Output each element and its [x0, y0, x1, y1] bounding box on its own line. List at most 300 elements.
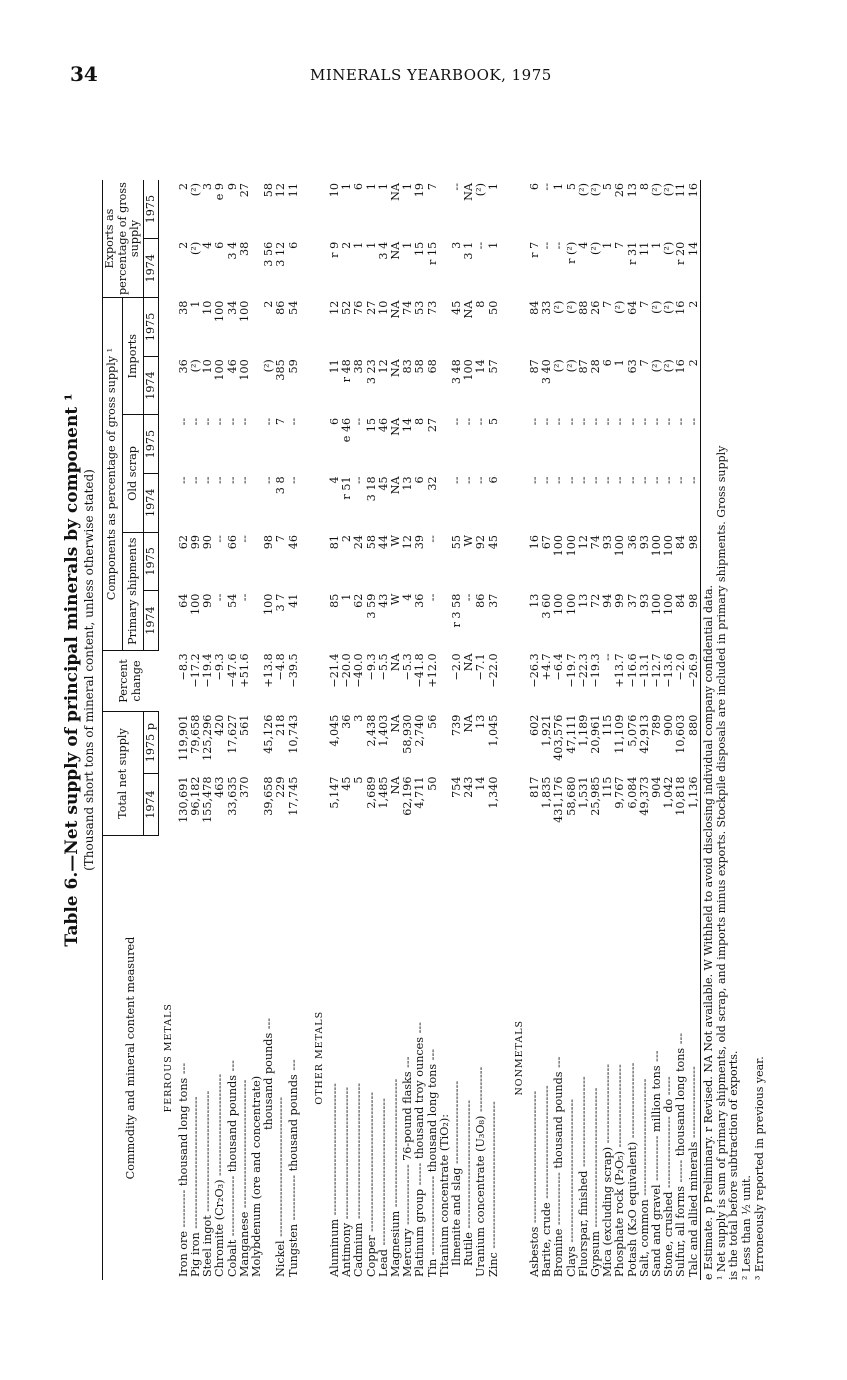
commodity-cell: Mercury ---------------- 76-pound flasks ---	[401, 1056, 415, 1277]
value-cell: 63	[625, 359, 639, 374]
spacer-cell	[510, 532, 529, 591]
commodity-cell: Titanium concentrate (TiO₂):	[437, 1113, 451, 1277]
table-subtitle: (Thousand short tons of mineral content, unless otherwise stated)	[82, 469, 96, 871]
commodity-cell: Sulfur, all forms ------ thousand long tons ---	[674, 1032, 688, 1277]
commodity-cell: Asbestos -----------------------------------	[527, 1090, 541, 1277]
value-cell: 36	[413, 593, 427, 608]
value-cell: NA	[388, 183, 402, 201]
commodity-cell: Tin --------------------- thousand long tons ---	[425, 1048, 439, 1277]
value-cell: --	[237, 593, 251, 602]
value-cell: +13.8	[262, 653, 276, 688]
value-cell: 100	[552, 593, 566, 615]
value-cell: 86	[274, 300, 288, 315]
value-cell: 4,711	[413, 776, 427, 809]
value-cell: 100	[262, 593, 276, 615]
table-row	[488, 180, 500, 1280]
value-cell: 2	[176, 183, 190, 191]
value-cell: 1	[188, 300, 202, 308]
value-cell: --	[352, 476, 366, 484]
value-cell: 6	[413, 476, 427, 484]
value-cell: (²)	[188, 359, 202, 373]
header-components: Components as percentage of gross supply ¹	[103, 298, 123, 651]
commodity-cell: Platinum group ------ thousand troy ounces ---	[413, 1022, 427, 1277]
spacer-cell	[159, 591, 178, 651]
spacer-cell	[310, 774, 329, 836]
value-cell: 14	[474, 359, 488, 374]
value-cell: 13	[625, 183, 639, 198]
spacer-cell	[159, 239, 178, 298]
value-cell: --	[237, 417, 251, 426]
spacer-cell	[159, 650, 178, 711]
value-cell: +13.7	[613, 653, 627, 688]
header-year: 1974	[143, 239, 159, 298]
value-cell: 754	[449, 776, 463, 798]
value-cell: --	[601, 653, 615, 661]
value-cell: W	[388, 593, 402, 606]
commodity-cell: Molybdenum (ore and concentrate)	[249, 1075, 263, 1277]
value-cell: 100	[662, 593, 676, 615]
table-row	[475, 180, 487, 1280]
commodity-cell: Uranium concentrate (U₃O₈) ------------	[474, 1066, 488, 1277]
value-cell: 9,767	[613, 776, 627, 809]
value-cell: 6	[327, 417, 341, 425]
value-cell: 7	[425, 183, 439, 191]
value-cell: 2	[688, 298, 701, 357]
value-cell: 1	[401, 183, 415, 191]
value-cell: 4	[401, 593, 415, 601]
value-cell: 1,835	[540, 776, 554, 809]
value-cell: 98	[688, 591, 701, 651]
value-cell: 12	[327, 300, 341, 315]
value-cell: 115	[601, 776, 615, 798]
spacer-cell	[510, 774, 529, 836]
value-cell: 3	[352, 714, 366, 722]
value-cell: 1	[486, 241, 500, 249]
value-cell: −6.4	[552, 653, 566, 681]
value-cell: --	[625, 476, 639, 484]
spacer-cell	[310, 298, 329, 357]
value-cell: 2	[176, 241, 190, 249]
value-cell: 2,689	[364, 776, 378, 809]
value-cell: 3 60	[540, 593, 554, 619]
value-cell: 81	[327, 535, 341, 550]
value-cell: 32	[425, 476, 439, 491]
commodity-cell: Steel ingot --------------------------------	[201, 1090, 215, 1277]
value-cell: 45,126	[262, 714, 276, 754]
value-cell: 100	[564, 593, 578, 615]
commodity-cell: Rutile ----------------------------------	[462, 1100, 476, 1266]
value-cell: 880	[688, 712, 701, 774]
value-cell: --	[262, 476, 276, 484]
value-cell: 100	[237, 300, 251, 322]
value-cell: r 48	[340, 359, 354, 383]
value-cell: --	[462, 476, 476, 484]
value-cell: +12.0	[425, 653, 439, 688]
value-cell: 27	[364, 300, 378, 315]
value-cell: --	[474, 241, 488, 250]
value-cell: --	[527, 417, 541, 426]
value-cell: 92	[474, 535, 488, 550]
value-cell: 1	[376, 183, 390, 191]
value-cell: 100	[613, 535, 627, 557]
value-cell: 3	[449, 241, 463, 249]
table-title: Table 6.—Net supply of principal minerals by component ¹	[62, 393, 82, 947]
value-cell: 6	[486, 476, 500, 484]
value-cell: 54	[225, 593, 239, 608]
footnotes	[703, 100, 767, 1280]
table-row	[366, 180, 378, 1280]
value-cell: 38	[352, 359, 366, 374]
value-cell: 3 40	[540, 359, 554, 385]
value-cell: 27	[425, 417, 439, 433]
value-cell: 98	[688, 532, 701, 591]
value-cell: 15	[413, 241, 427, 257]
value-cell: 26	[589, 300, 602, 315]
commodity-cell: Fluorspar, finished ------------------------	[576, 1076, 590, 1277]
value-cell: 46	[225, 359, 239, 374]
spacer-cell	[159, 712, 178, 774]
value-cell: 155,478	[201, 776, 215, 823]
commodity-cell: Chromite (Cr₂O₃) ---------------------------	[213, 1073, 227, 1277]
value-cell: 66	[225, 535, 239, 550]
value-cell: 789	[650, 714, 664, 736]
commodity-cell: Magnesium ----------------------------------	[388, 1078, 402, 1277]
value-cell: 3 23	[364, 359, 378, 385]
value-cell: 52	[340, 300, 354, 315]
value-cell: −5.3	[401, 653, 415, 681]
value-cell: 98	[262, 535, 276, 550]
value-cell: 41	[286, 593, 300, 608]
value-cell: 54	[286, 300, 300, 315]
section-heading-row	[310, 180, 329, 1280]
value-cell: 5	[564, 183, 578, 191]
value-cell: --	[637, 476, 651, 484]
value-cell: 99	[613, 593, 627, 608]
spacer-cell	[310, 415, 329, 474]
value-cell: −13.6	[662, 653, 676, 688]
value-cell: (²)	[589, 241, 602, 256]
table-row	[414, 180, 426, 1280]
value-cell: 26	[613, 183, 627, 198]
table-header	[103, 180, 159, 1280]
value-cell: 2,438	[364, 714, 378, 747]
value-cell: NA	[388, 776, 402, 795]
value-cell: 11	[674, 183, 688, 198]
value-cell: (²)	[589, 183, 602, 197]
value-cell: --	[552, 476, 566, 484]
footnote: ¹ Net supply is sum of primary shipments, old scrap, and imports minus exports. Stockpile disposals are included in primary shipments. Gross supply	[714, 445, 728, 1280]
value-cell: 119,901	[176, 714, 190, 761]
value-cell: 8	[474, 300, 488, 308]
section-heading: FERROUS METALS	[162, 1003, 174, 1113]
value-cell: 5	[601, 183, 615, 191]
footnote: e Estimate. p Preliminary. r Revised. NA Not available. W Withheld to avoid disclosing individual company confidential data.	[701, 584, 715, 1280]
value-cell: 14	[401, 417, 415, 433]
commodity-cell: Zinc ---------------------------------------	[486, 1101, 500, 1277]
footnote: ² Less than ½ unit.	[740, 1175, 754, 1280]
table-row	[227, 180, 239, 1280]
value-cell: NA	[462, 183, 476, 201]
header-commodity: Commodity and mineral content measured	[103, 835, 159, 1280]
value-cell: 34	[225, 300, 239, 315]
spacer-cell	[159, 298, 178, 357]
value-cell: 11,109	[613, 714, 627, 754]
spacer-cell	[510, 650, 529, 711]
value-cell: 93	[637, 593, 651, 608]
gap-cell	[300, 180, 310, 1280]
value-cell: 93	[637, 535, 651, 550]
value-cell: 370	[237, 776, 251, 798]
value-cell: (²)	[650, 183, 664, 197]
value-cell: 2	[262, 300, 276, 308]
value-cell: 73	[425, 300, 439, 315]
header-year: 1975	[143, 532, 159, 591]
value-cell: 62	[352, 593, 366, 608]
value-cell: 58,930	[401, 714, 415, 754]
value-cell: 11	[327, 359, 341, 374]
spacer-cell	[310, 650, 329, 711]
value-cell: (²)	[662, 241, 676, 256]
value-cell: 561	[237, 714, 251, 736]
running-head: MINERALS YEARBOOK, 1975	[310, 66, 552, 84]
value-cell: NA	[388, 241, 402, 260]
value-cell: 100	[462, 359, 476, 381]
header-year: 1975	[143, 180, 159, 239]
value-cell: 58	[364, 535, 378, 550]
value-cell: 33,635	[225, 776, 239, 816]
spacer-cell	[510, 591, 529, 651]
value-cell: −22.0	[486, 653, 500, 688]
header-year: 1975	[143, 415, 159, 474]
value-cell: r 20	[674, 241, 688, 265]
value-cell: 5	[486, 417, 500, 425]
value-cell: 100	[650, 593, 664, 615]
value-cell: 50	[425, 776, 439, 791]
value-cell: --	[237, 535, 251, 543]
value-cell: --	[286, 417, 300, 426]
value-cell: e 9	[213, 183, 227, 201]
value-cell: --	[662, 417, 676, 426]
value-cell: −12.7	[650, 653, 664, 688]
value-cell: (²)	[576, 183, 590, 197]
value-cell: 431,176	[552, 776, 566, 823]
value-cell: NA	[462, 300, 476, 319]
value-cell: 62	[176, 535, 190, 550]
value-cell: 3 7	[274, 593, 288, 612]
gap-cell	[500, 180, 510, 1280]
value-cell: --	[589, 417, 602, 426]
value-cell: 79,658	[188, 714, 202, 754]
value-cell: 19	[413, 183, 427, 198]
value-cell: 12	[401, 535, 415, 550]
commodity-cell: Cobalt ---------------- thousand pounds ---	[225, 1060, 239, 1277]
table-row	[627, 180, 639, 1280]
header-year: 1974	[143, 356, 159, 415]
value-cell: 420	[213, 714, 227, 736]
value-cell: --	[213, 593, 227, 602]
value-cell: 8	[637, 183, 651, 191]
header-total-net-supply: Total net supply	[103, 712, 144, 836]
table-row	[688, 180, 701, 1280]
commodity-cell: Pig iron -----------------------------------	[188, 1096, 202, 1277]
value-cell: --	[688, 473, 701, 532]
value-cell: −21.4	[327, 653, 341, 688]
value-cell: 100	[213, 300, 227, 322]
spacer-cell	[510, 712, 529, 774]
value-cell: W	[462, 535, 476, 547]
value-cell: --	[650, 476, 664, 484]
value-cell: 45	[449, 300, 463, 315]
value-cell: --	[540, 476, 554, 484]
value-cell: 1	[613, 359, 627, 367]
value-cell: 602	[527, 714, 541, 736]
value-cell: 403,576	[552, 714, 566, 761]
value-cell: --	[564, 476, 578, 484]
value-cell: 85	[327, 593, 341, 608]
value-cell: 16	[688, 180, 701, 239]
value-cell: 14	[474, 776, 488, 791]
value-cell: 13	[576, 593, 590, 608]
value-cell: −8.3	[176, 653, 190, 681]
value-cell: −47.6	[225, 653, 239, 688]
value-cell: 10,603	[674, 714, 688, 754]
table-row	[553, 180, 565, 1280]
value-cell: --	[552, 241, 566, 250]
value-cell: 7	[601, 300, 615, 308]
value-cell: 33	[540, 300, 554, 315]
value-cell: 739	[449, 714, 463, 736]
value-cell: 11	[286, 183, 300, 198]
value-cell: −22.3	[576, 653, 590, 688]
value-cell: --	[449, 476, 463, 484]
value-cell: 68	[425, 359, 439, 374]
value-cell: 46	[376, 417, 390, 433]
value-cell: 14	[688, 239, 701, 298]
row-gap	[300, 180, 310, 1280]
value-cell: 27	[237, 183, 251, 198]
value-cell: 84	[527, 300, 541, 315]
value-cell: 74	[589, 535, 602, 550]
value-cell: 243	[462, 776, 476, 798]
value-cell: 7	[274, 417, 288, 425]
spacer-cell	[510, 356, 529, 415]
value-cell: 4	[327, 476, 341, 484]
value-cell: 13	[401, 476, 415, 491]
value-cell: (²)	[552, 300, 566, 314]
commodity-cell: Phosphate rock (P₂O₅) ----------------------	[613, 1064, 627, 1277]
value-cell: 55	[449, 535, 463, 550]
value-cell: 38	[237, 241, 251, 257]
spacer-cell	[159, 415, 178, 474]
value-cell: --	[425, 593, 439, 602]
header-exports: Exports as percentage of gross supply	[103, 180, 144, 298]
value-cell: 67	[540, 535, 554, 550]
value-cell: --	[213, 476, 227, 484]
value-cell: 3 48	[449, 359, 463, 385]
value-cell: 87	[527, 359, 541, 374]
value-cell: --	[474, 476, 488, 484]
value-cell: −9.3	[213, 653, 227, 681]
value-cell: 38	[176, 300, 190, 315]
value-cell: --	[564, 417, 578, 426]
value-cell: −26.9	[688, 650, 701, 711]
value-cell: 57	[486, 359, 500, 374]
commodity-cell: Mica (excluding scrap) ---------------------	[601, 1063, 615, 1277]
value-cell: r 9	[327, 241, 341, 258]
spacer-cell	[310, 473, 329, 532]
value-cell: 25,985	[589, 776, 602, 816]
value-cell: e 46	[340, 417, 354, 443]
value-cell: r 31	[625, 241, 639, 265]
value-cell: 100	[552, 535, 566, 557]
value-cell: 10	[327, 183, 341, 198]
value-cell: −19.4	[201, 653, 215, 688]
table-row	[427, 180, 439, 1280]
commodity-cell: Potash (K₂O equivalent) --------------------	[625, 1062, 639, 1277]
value-cell: 7	[613, 241, 627, 249]
value-cell: 94	[601, 593, 615, 608]
value-cell: 10,743	[286, 714, 300, 754]
value-cell: --	[352, 417, 366, 426]
value-cell: 1	[340, 183, 354, 191]
value-cell: (²)	[650, 359, 664, 373]
value-cell: 86	[474, 593, 488, 608]
value-cell: --	[188, 476, 202, 484]
header-year: 1975 p	[143, 712, 159, 774]
value-cell: 10	[201, 300, 215, 315]
value-cell: 6	[352, 183, 366, 191]
value-cell: 3 8	[274, 476, 288, 495]
value-cell: 72	[589, 593, 602, 608]
value-cell: 58,680	[564, 776, 578, 816]
value-cell: 4,045	[327, 714, 341, 747]
value-cell: --	[213, 417, 227, 426]
value-cell: 45	[376, 476, 390, 491]
section-heading-row	[510, 180, 529, 1280]
value-cell: --	[286, 476, 300, 484]
spacer-cell	[510, 180, 529, 239]
value-cell: 100	[564, 535, 578, 557]
rotated-table-block	[62, 100, 802, 1280]
value-cell: 4	[576, 241, 590, 249]
value-cell: --	[449, 417, 463, 426]
value-cell: 59	[286, 359, 300, 374]
value-cell: NA	[388, 300, 402, 319]
value-cell: 7	[274, 535, 288, 543]
value-cell: --	[625, 417, 639, 426]
value-cell: (²)	[662, 300, 676, 314]
value-cell: 53	[413, 300, 427, 315]
value-cell: 5,076	[625, 714, 639, 747]
value-cell: --	[540, 183, 554, 191]
spacer-cell	[159, 473, 178, 532]
section-heading: OTHER METALS	[313, 1010, 325, 1105]
value-cell: 3 18	[364, 476, 378, 502]
value-cell: 1	[340, 593, 354, 601]
value-cell: r (²)	[564, 241, 578, 264]
spacer-cell	[310, 356, 329, 415]
footnote: is the total before subtraction of exports.	[727, 1050, 741, 1280]
value-cell: 7	[637, 359, 651, 367]
header-primary-shipments: Primary shipments	[123, 532, 143, 650]
value-cell: 100	[213, 359, 227, 381]
value-cell: 4	[201, 241, 215, 249]
value-cell: 1	[364, 183, 378, 191]
value-cell: 1,189	[576, 714, 590, 747]
value-cell: 1,485	[376, 776, 390, 809]
value-cell: --	[552, 417, 566, 426]
value-cell: NA	[388, 476, 402, 495]
